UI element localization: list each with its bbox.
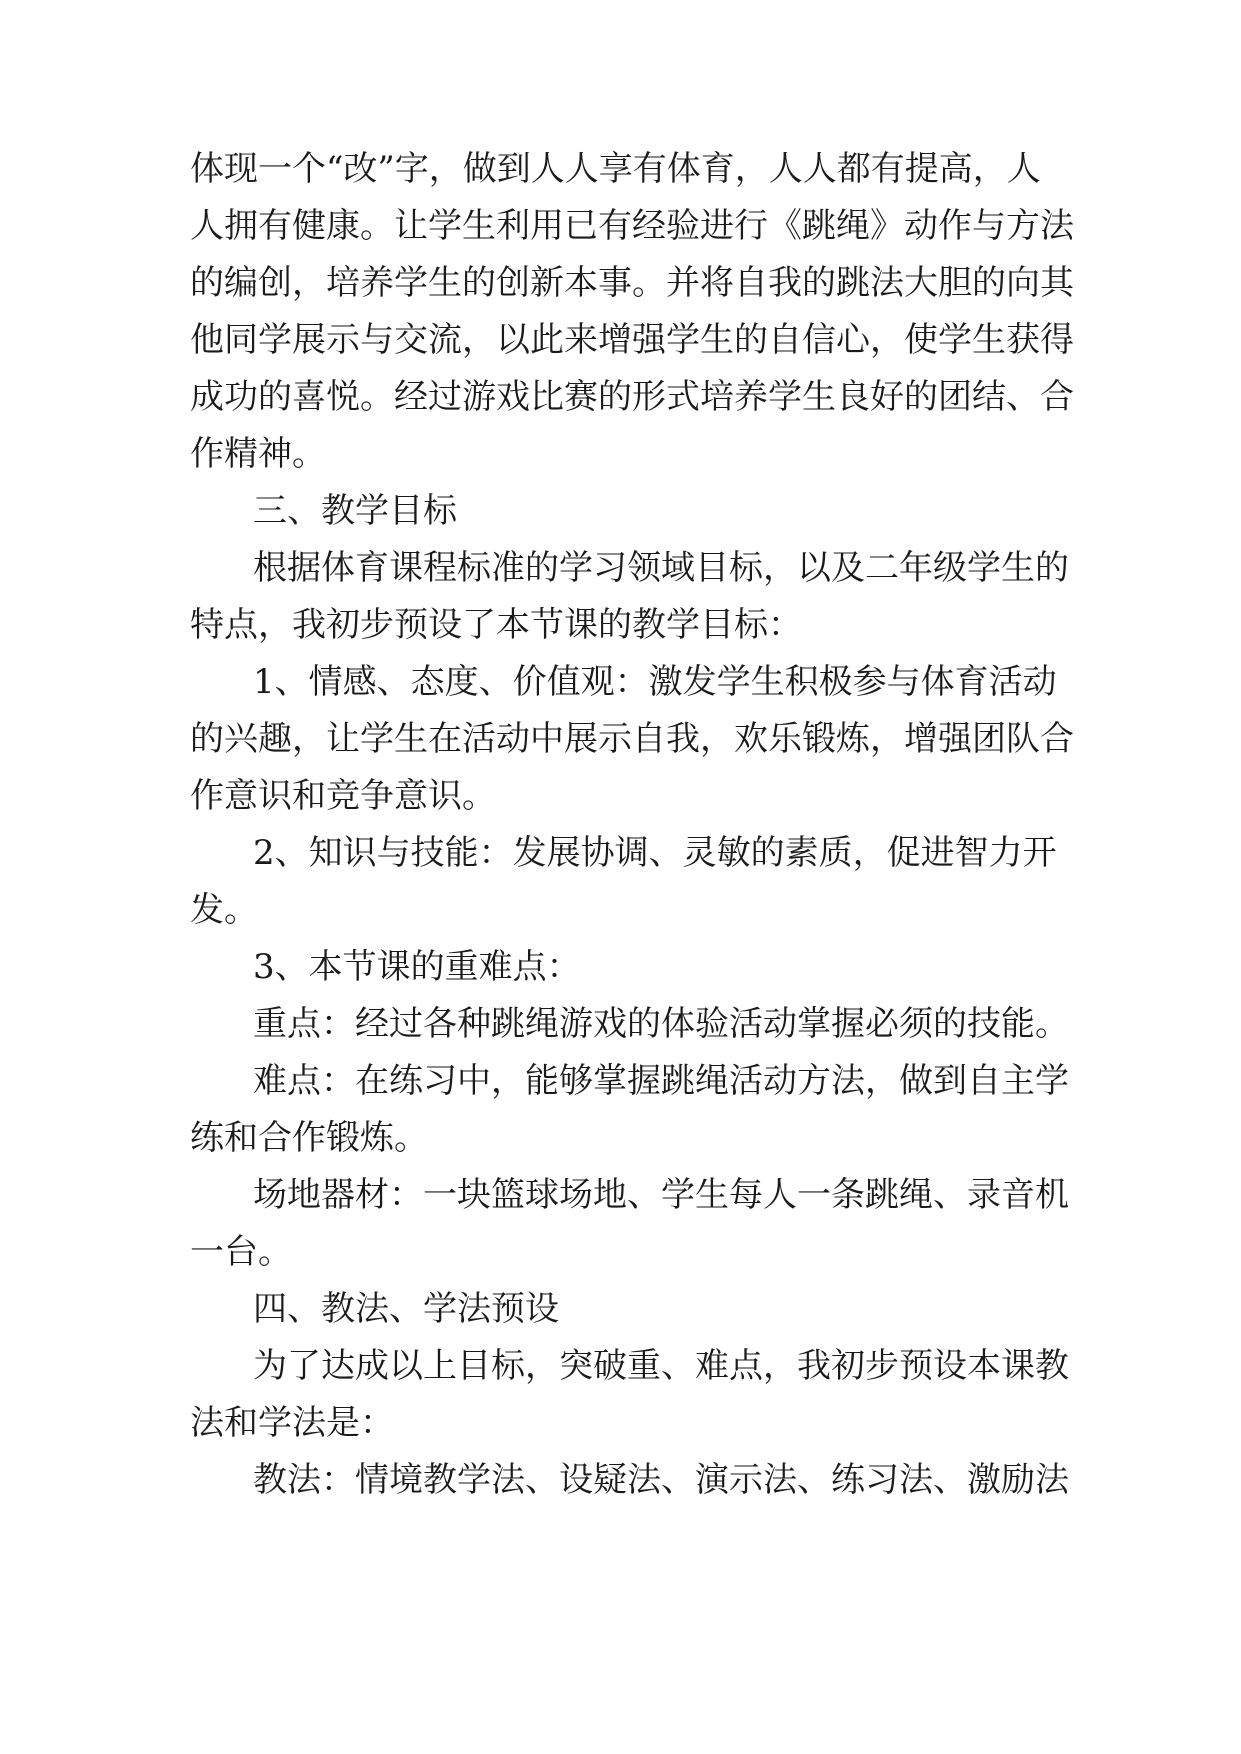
text-line: 发。 xyxy=(190,890,258,930)
text-line: 教法：情境教学法、设疑法、演示法、练习法、激励法 xyxy=(253,1460,1069,1500)
text-line: 根据体育课程标准的学习领域目标，以及二年级学生的 xyxy=(253,548,1069,588)
text-line: 作意识和竞争意识。 xyxy=(190,776,496,816)
text-line: 法和学法是： xyxy=(190,1403,394,1443)
text-line: 体现一个“改”字，做到人人享有体育，人人都有提高，人 xyxy=(190,149,1041,189)
text-line: 重点：经过各种跳绳游戏的体验活动掌握必须的技能。 xyxy=(253,1004,1069,1044)
text-line: 他同学展示与交流，以此来增强学生的自信心，使学生获得 xyxy=(190,320,1074,360)
text-line: 特点，我初步预设了本节课的教学目标： xyxy=(190,605,802,645)
text-line: 练和合作锻炼。 xyxy=(190,1118,428,1158)
list-item: 2、知识与技能：发展协调、灵敏的素质，促进智力开 xyxy=(253,833,1057,873)
text-line: 一台。 xyxy=(190,1232,292,1272)
text-line: 为了达成以上目标，突破重、难点，我初步预设本课教 xyxy=(253,1346,1069,1386)
text-line: 的编创，培养学生的创新本事。并将自我的跳法大胆的向其 xyxy=(190,263,1074,303)
text-line: 人拥有健康。让学生利用已有经验进行《跳绳》动作与方法 xyxy=(190,206,1074,246)
list-item: 3、本节课的重难点： xyxy=(253,947,581,987)
text-line: 场地器材：一块篮球场地、学生每人一条跳绳、录音机 xyxy=(253,1175,1069,1215)
section-heading: 三、教学目标 xyxy=(253,491,457,531)
text-line: 作精神。 xyxy=(190,434,326,474)
text-line: 的兴趣，让学生在活动中展示自我，欢乐锻炼，增强团队合 xyxy=(190,719,1074,759)
list-item: 1、情感、态度、价值观：激发学生积极参与体育活动 xyxy=(253,662,1057,702)
text-line: 成功的喜悦。经过游戏比赛的形式培养学生良好的团结、合 xyxy=(190,377,1074,417)
text-line: 难点：在练习中，能够掌握跳绳活动方法，做到自主学 xyxy=(253,1061,1069,1101)
section-heading: 四、教法、学法预设 xyxy=(253,1289,559,1329)
